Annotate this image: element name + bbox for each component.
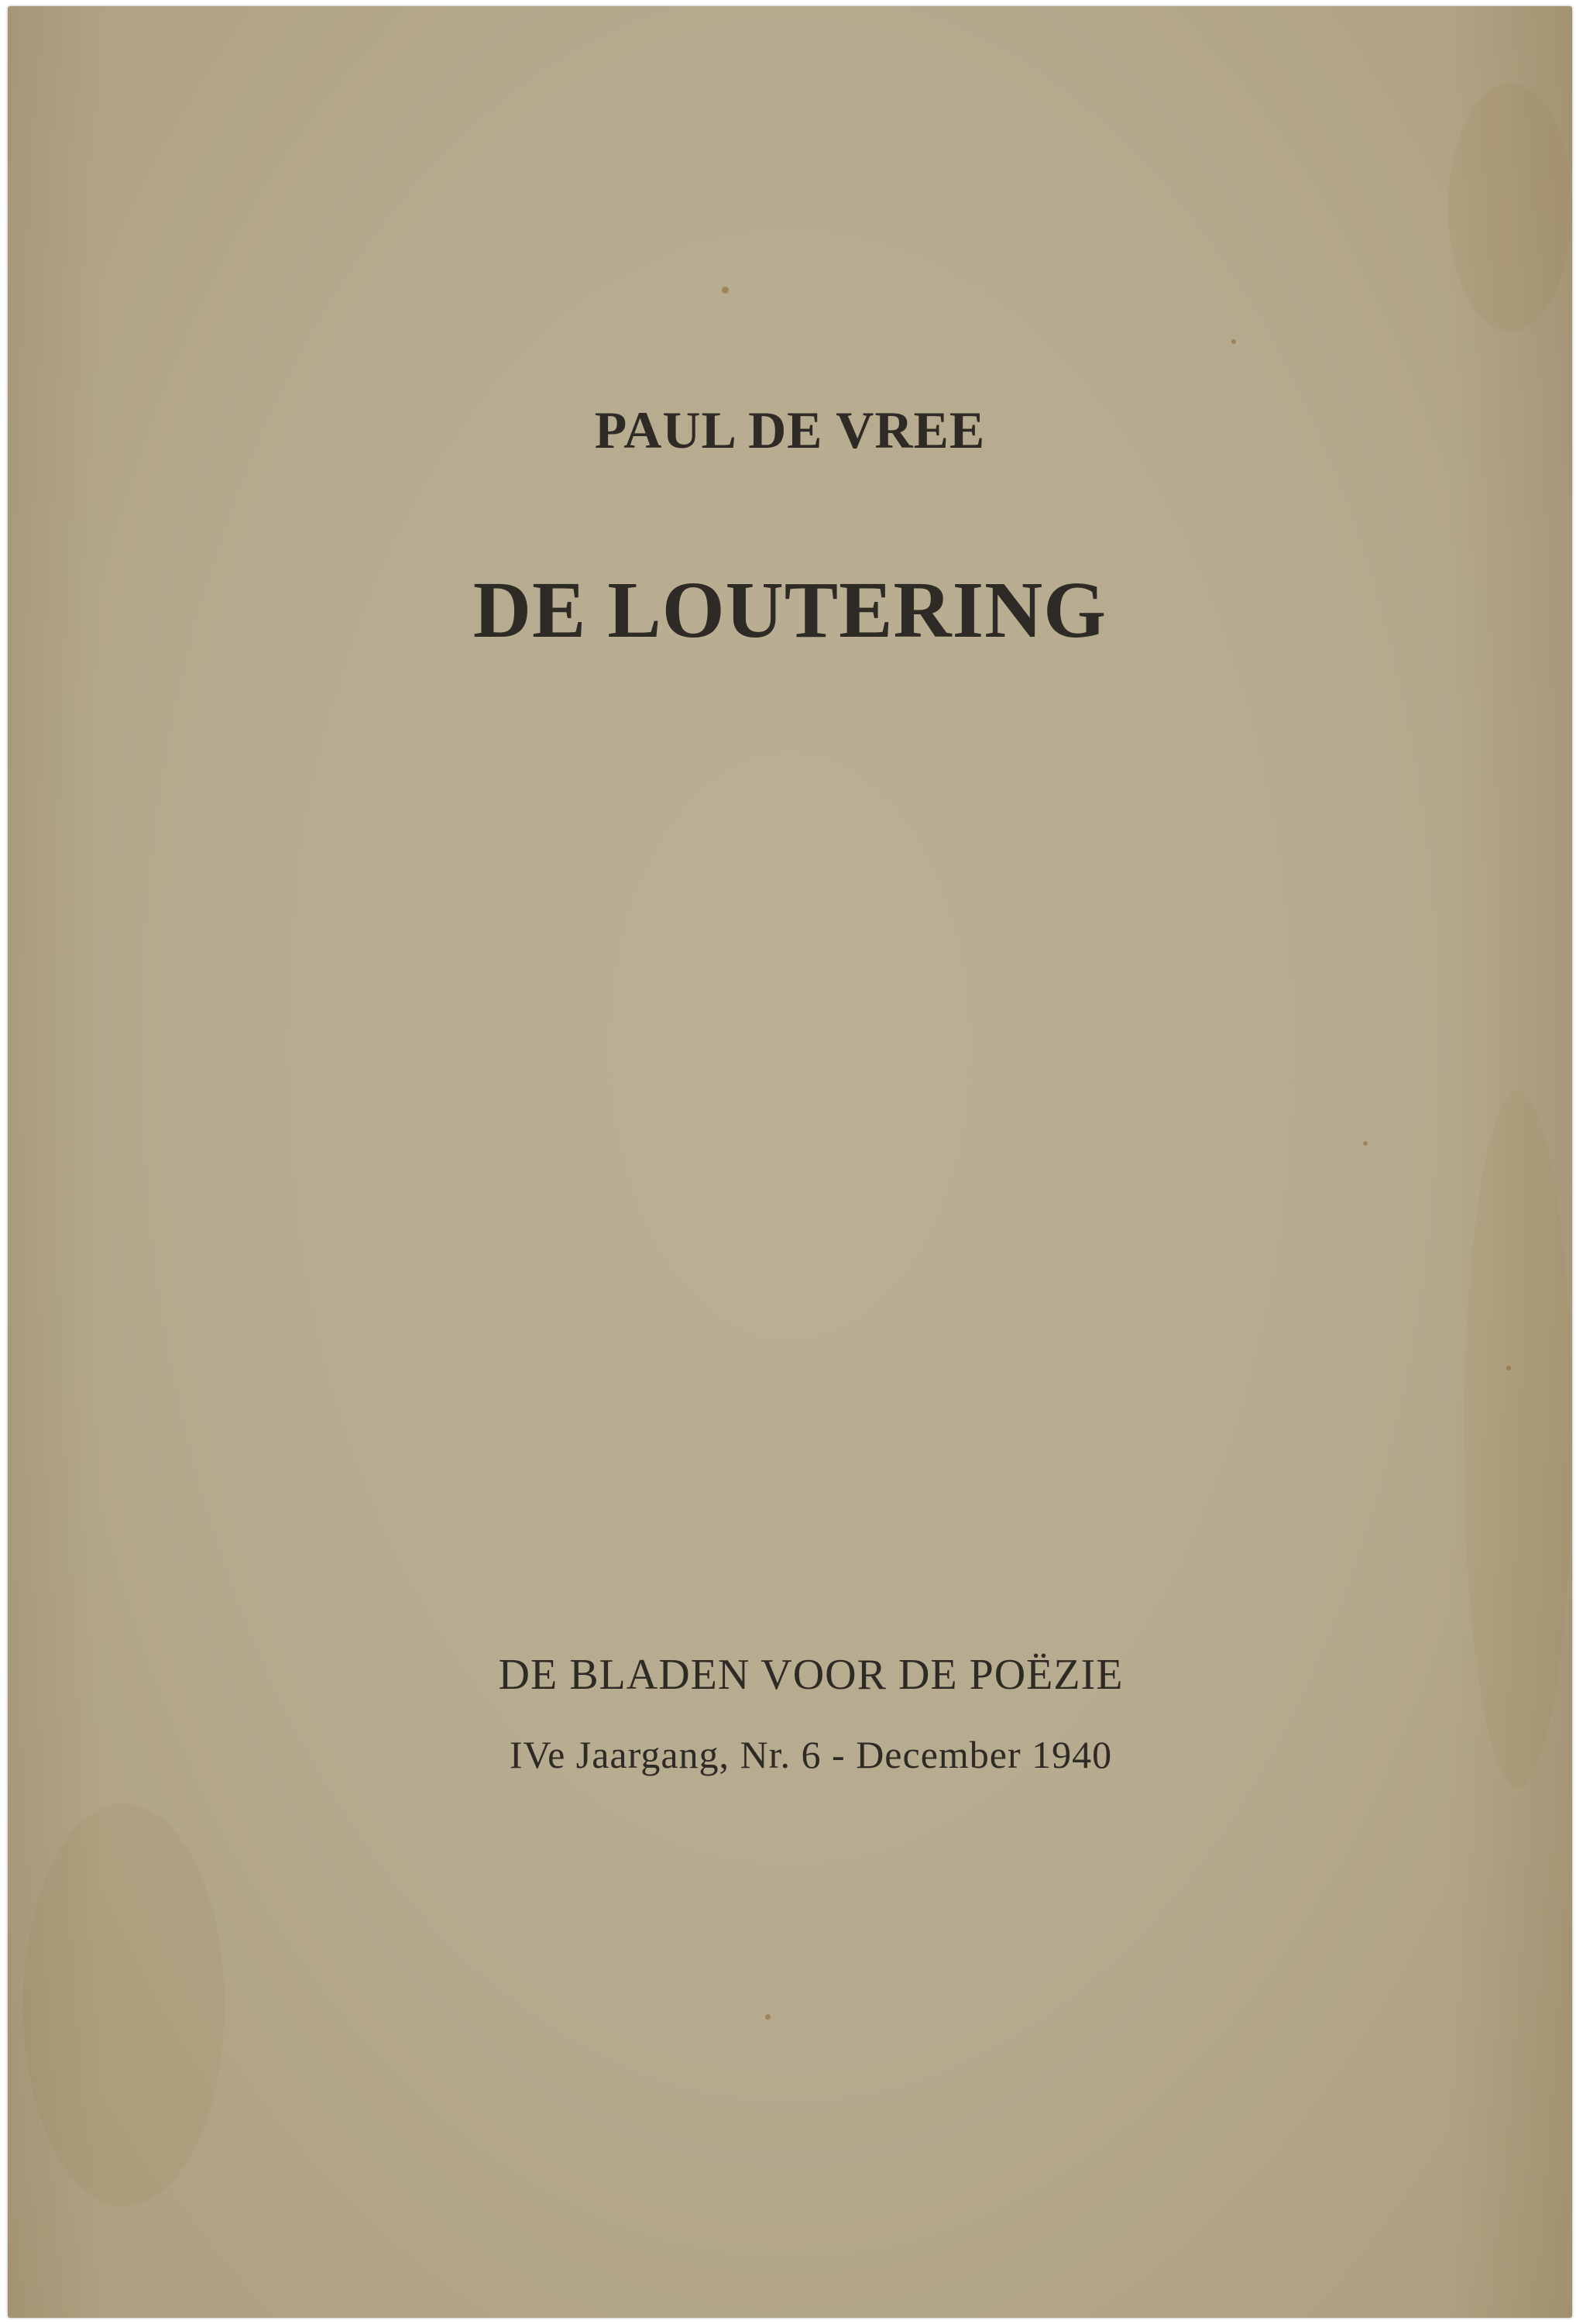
issue-line: IVe Jaargang, Nr. 6 - December 1940 <box>509 1733 1113 1776</box>
paper-fleck <box>1231 339 1236 344</box>
paper-fleck <box>1506 1366 1511 1370</box>
author-name: PAUL DE VREE <box>594 401 986 459</box>
paper-stain <box>23 1803 225 2206</box>
paper-fleck <box>765 2014 771 2020</box>
book-title: DE LOUTERING <box>472 566 1107 655</box>
paper-stain <box>1448 84 1572 332</box>
series-name: DE BLADEN VOOR DE POËZIE <box>498 1651 1124 1699</box>
paper-fleck <box>1363 1141 1368 1146</box>
book-cover <box>8 6 1572 2318</box>
paper-fleck <box>722 287 729 294</box>
